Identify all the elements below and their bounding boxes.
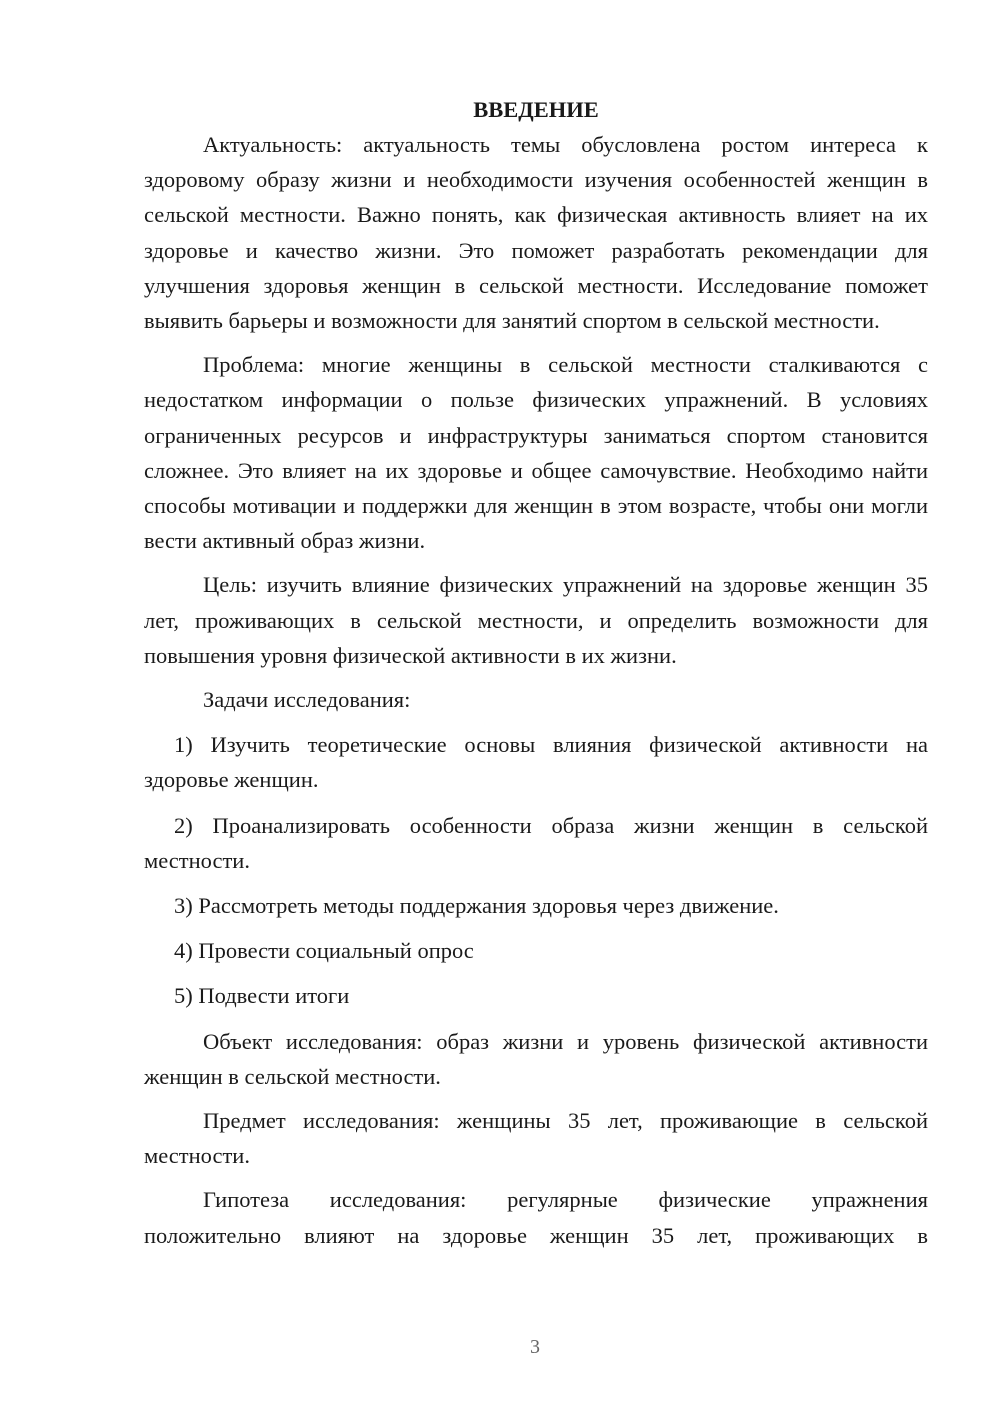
- paragraph-subject: Предмет исследования: женщины 35 лет, проживающие в сельской местности.: [144, 1108, 928, 1169]
- paragraph-hypothesis: Гипотеза исследования: регулярные физические упражнения положительно влияют на здоровье женщин 35 лет, проживающих в: [144, 1187, 928, 1248]
- task-item-4: 4) Провести социальный опрос: [174, 938, 474, 964]
- task-item-2: 2) Проанализировать особенности образа жизни женщин в сельской местности.: [144, 812, 928, 873]
- page-body: [144, 95, 928, 1253]
- paragraph-problem: Проблема: многие женщины в сельской местности сталкиваются с недостатком информации о пользе физических упражнений. В условиях ограниченных ресурсов и инфраструктуры заниматься спортом становится сложнее. Это влияет на их здоровье и общее самочувствие. Необходимо найти способы мотивации и поддержки для женщин в этом возрасте, чтобы они могли вести активный образ жизни.: [144, 352, 928, 554]
- task-item-5: 5) Подвести итоги: [174, 983, 350, 1009]
- page-number: 3: [530, 1336, 540, 1358]
- tasks-label: Задачи исследования:: [203, 687, 411, 713]
- paragraph-relevance: Актуальность: актуальность темы обусловлена ростом интереса к здоровому образу жизни и необходимости изучения особенностей женщин в сельской местности. Важно понять, как физическая активность влияет на их здоровье и качество жизни. Это поможет разработать рекомендации для улучшения здоровья женщин в сельской местности. Исследование поможет выявить барьеры и возможности для занятий спортом в сельской местности.: [144, 132, 928, 334]
- section-heading: ВВЕДЕНИЕ: [473, 97, 599, 122]
- task-item-3: 3) Рассмотреть методы поддержания здоровья через движение.: [174, 893, 779, 919]
- paragraph-object: Объект исследования: образ жизни и уровень физической активности женщин в сельской местности.: [144, 1028, 928, 1089]
- paragraph-goal: Цель: изучить влияние физических упражнений на здоровье женщин 35 лет, проживающих в сельской местности, и определить возможности для повышения уровня физической активности в их жизни.: [144, 572, 928, 668]
- task-item-1: 1) Изучить теоретические основы влияния физической активности на здоровье женщин.: [144, 732, 928, 793]
